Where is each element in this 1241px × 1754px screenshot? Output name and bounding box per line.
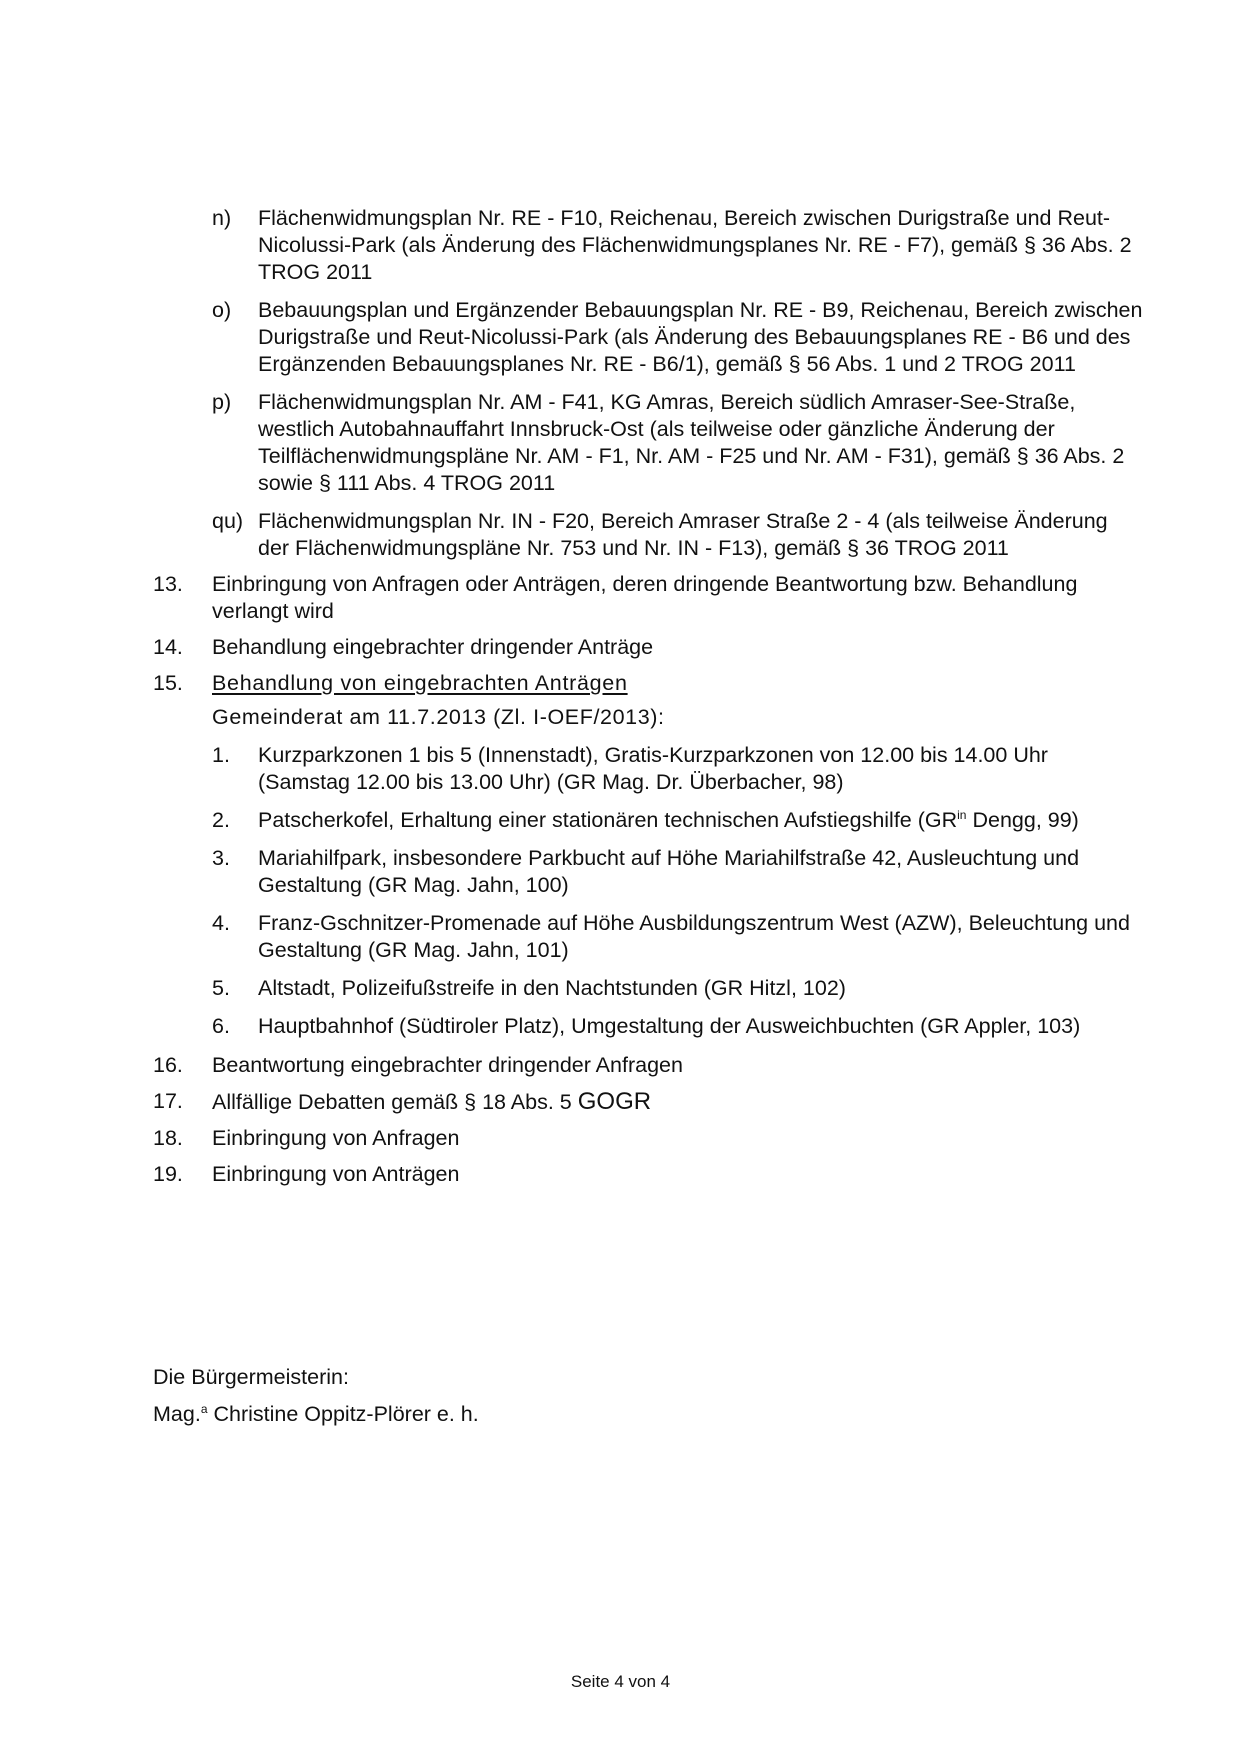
item-letter: qu) — [212, 509, 244, 533]
gender-suffix: in — [957, 807, 967, 822]
motion-5 — [212, 975, 1143, 1002]
motion-number: 1. — [212, 743, 230, 767]
agenda-item-19 — [153, 1161, 1143, 1188]
item-text: Flächenwidmungsplan Nr. RE - F10, Reichenau, Bereich zwischen Durigstraße und Reut-Nicolussi-Park (als Änderung des Flächenwidmungsplanes Nr. RE - F7), gemäß § 36 Abs. 2 TROG 2011 — [258, 206, 1132, 284]
item-text: Einbringung von Anfragen — [212, 1126, 460, 1150]
motion-text: Hauptbahnhof (Südtiroler Platz), Umgestaltung der Ausweichbuchten (GR Appler, 103) — [258, 1014, 1081, 1038]
item-text: Beantwortung eingebrachter dringender Anfragen — [212, 1053, 683, 1077]
motion-number: 4. — [212, 911, 230, 935]
item-number: 19. — [153, 1162, 183, 1186]
list-item-p — [212, 389, 1143, 497]
item-number: 18. — [153, 1126, 183, 1150]
motion-text: Altstadt, Polizeifußstreife in den Nachtstunden (GR Hitzl, 102) — [258, 976, 846, 1000]
motion-1 — [212, 742, 1143, 796]
motion-6 — [212, 1013, 1143, 1040]
motion-number: 2. — [212, 808, 230, 832]
item-heading: Behandlung von eingebrachten Anträgen — [212, 671, 628, 695]
item-number: 13. — [153, 572, 183, 596]
regulation-abbreviation: GOGR — [577, 1088, 652, 1115]
academic-title-suffix: a — [200, 1401, 208, 1416]
motion-text-part: Patscherkofel, Erhaltung einer stationären technischen Aufstiegshilfe (GR — [258, 808, 958, 832]
item-number: 15. — [153, 671, 183, 695]
signature-name — [153, 1401, 479, 1428]
agenda-list — [153, 205, 1143, 1188]
signer-name: Christine Oppitz-Plörer e. h. — [207, 1402, 479, 1426]
item-letter: p) — [212, 390, 232, 414]
motion-text: Franz-Gschnitzer-Promenade auf Höhe Ausbildungszentrum West (AZW), Beleuchtung und Gestaltung (GR Mag. Jahn, 101) — [258, 911, 1130, 962]
agenda-item-18 — [153, 1125, 1143, 1152]
motion-number: 5. — [212, 976, 230, 1000]
item-text: Flächenwidmungsplan Nr. AM - F41, KG Amras, Bereich südlich Amraser-See-Straße, westlich Autobahnauffahrt Innsbruck-Ost (als teilweise oder gänzliche Änderung der Teilflächenwidmungspläne Nr. AM - F1, Nr. AM - F25 und Nr. AM - F31), gemäß § 36 Abs. 2 sowie § 111 Abs. 4 TROG 2011 — [258, 390, 1125, 495]
motion-text: Kurzparkzonen 1 bis 5 (Innenstadt), Gratis-Kurzparkzonen von 12.00 bis 14.00 Uhr (Samstag 12.00 bis 13.00 Uhr) (GR Mag. Dr. Überbacher, 98) — [258, 743, 1048, 794]
item-text: Flächenwidmungsplan Nr. IN - F20, Bereich Amraser Straße 2 - 4 (als teilweise Änderung der Flächenwidmungspläne Nr. 753 und Nr. IN - F13), gemäß § 36 TROG 2011 — [258, 509, 1108, 560]
motion-3 — [212, 845, 1143, 899]
agenda-item-17 — [153, 1088, 1143, 1116]
item-letter: o) — [212, 298, 232, 322]
academic-title: Mag. — [153, 1402, 201, 1426]
item-text: Bebauungsplan und Ergänzender Bebauungsplan Nr. RE - B9, Reichenau, Bereich zwischen Durigstraße und Reut-Nicolussi-Park (als Änderung des Bebauungsplanes RE - B6 und des Ergänzenden Bebauungsplanes Nr. RE - B6/1), gemäß § 56 Abs. 1 und 2 TROG 2011 — [258, 298, 1143, 376]
motion-4 — [212, 910, 1143, 964]
agenda-item-15 — [153, 670, 1143, 697]
item-text: Einbringung von Anfragen oder Anträgen, deren dringende Beantwortung bzw. Behandlung verlangt wird — [212, 572, 1078, 623]
list-item-o — [212, 297, 1143, 378]
agenda-item-16 — [153, 1052, 1143, 1079]
item-number: 14. — [153, 635, 183, 659]
agenda-item-14 — [153, 634, 1143, 661]
item-text-part: Allfällige Debatten gemäß § 18 Abs. 5 — [212, 1090, 578, 1114]
item-text — [212, 1090, 651, 1114]
motion-number: 6. — [212, 1014, 230, 1038]
session-reference: Gemeinderat am 11.7.2013 (Zl. I-OEF/2013): — [212, 705, 665, 729]
motion-text-part: Dengg, 99) — [966, 808, 1079, 832]
item-number: 17. — [153, 1089, 183, 1113]
list-item-n — [212, 205, 1143, 286]
item-text: Einbringung von Anträgen — [212, 1162, 460, 1186]
motion-2 — [212, 807, 1143, 834]
item-text: Behandlung eingebrachter dringender Anträge — [212, 635, 654, 659]
signature-block — [153, 1364, 479, 1428]
motion-number: 3. — [212, 846, 230, 870]
signature-role: Die Bürgermeisterin: — [153, 1365, 349, 1389]
motion-text — [258, 808, 1079, 832]
list-item-qu — [212, 508, 1143, 562]
agenda-item-13 — [153, 571, 1143, 625]
motion-text: Mariahilfpark, insbesondere Parkbucht auf Höhe Mariahilfstraße 42, Ausleuchtung und Gestaltung (GR Mag. Jahn, 100) — [258, 846, 1080, 897]
page-number: Seite 4 von 4 — [570, 1672, 671, 1691]
item-number: 16. — [153, 1053, 183, 1077]
item-letter: n) — [212, 206, 232, 230]
